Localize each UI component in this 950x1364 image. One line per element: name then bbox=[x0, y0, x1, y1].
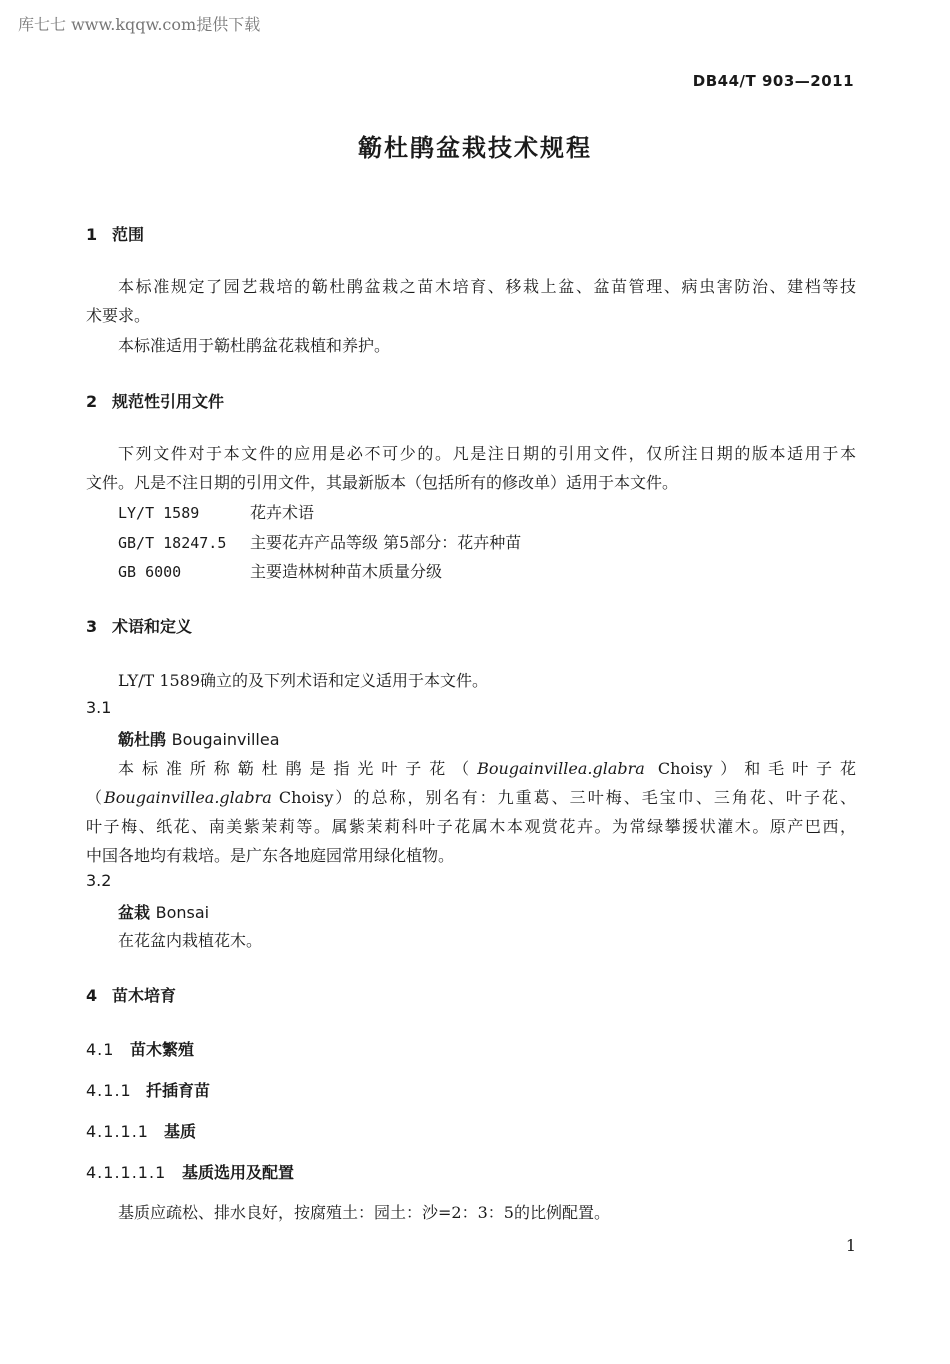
term-definition-line-2 bbox=[86, 783, 856, 812]
latin-name: Bougainvillea.glabra bbox=[477, 759, 645, 778]
section-number: 1 bbox=[86, 225, 98, 244]
reference-item bbox=[118, 530, 521, 553]
section-number: 3 bbox=[86, 617, 98, 636]
definition-text: Choisy）的总称，别名有：九重葛、三叶梅、毛宝巾、三角花、叶子花、 bbox=[271, 788, 856, 807]
section-number: 4 bbox=[86, 986, 98, 1005]
section-2-paragraph-line-1: 下列文件对于本文件的应用是必不可少的。凡是注日期的引用文件，仅所注日期的版本适用于本 bbox=[118, 444, 856, 463]
section-1-paragraph-line-2: 术要求。 bbox=[86, 306, 151, 325]
definition-text: 本标准所称簕杜鹃是指光叶子花（ bbox=[118, 759, 478, 778]
term-english: Bougainvillea bbox=[171, 730, 280, 749]
section-title: 苗木培育 bbox=[112, 986, 177, 1005]
reference-item bbox=[118, 500, 314, 523]
subsection-heading bbox=[86, 1119, 196, 1142]
reference-name: 主要花卉产品等级 第5部分：花卉种苗 bbox=[250, 533, 522, 552]
term-definition: 在花盆内栽植花木。 bbox=[118, 931, 263, 950]
definition-text: Choisy）和毛叶子花 bbox=[644, 759, 856, 778]
subsection-title: 基质 bbox=[164, 1122, 197, 1141]
subsection-title: 扦插育苗 bbox=[146, 1081, 211, 1100]
term-number: 3.2 bbox=[86, 871, 112, 890]
document-number: DB44/T 903—2011 bbox=[692, 72, 854, 90]
reference-item bbox=[118, 559, 442, 582]
definition-text: （ bbox=[86, 788, 105, 807]
subsection-number: 4.1.1.1 bbox=[86, 1122, 149, 1141]
section-4-heading bbox=[86, 983, 176, 1006]
reference-code: GB/T 18247.5 bbox=[118, 534, 227, 552]
section-4-body: 基质应疏松、排水良好，按腐殖土：园土：沙=2：3：5的比例配置。 bbox=[118, 1203, 610, 1222]
reference-name: 主要造林树种苗木质量分级 bbox=[250, 562, 443, 581]
term-number: 3.1 bbox=[86, 698, 112, 717]
term-definition-line-3: 叶子梅、纸花、南美紫茉莉等。属紫茉莉科叶子花属木本观赏花卉。为常绿攀援状灌木。原产巴西， bbox=[86, 817, 856, 836]
reference-code: GB 6000 bbox=[118, 563, 182, 581]
page-number: 1 bbox=[845, 1236, 856, 1255]
section-title: 规范性引用文件 bbox=[112, 392, 225, 411]
page-title: 簕杜鹃盆栽技术规程 bbox=[358, 134, 592, 162]
subsection-heading bbox=[86, 1037, 194, 1060]
subsection-number: 4.1 bbox=[86, 1040, 115, 1059]
watermark-text: 库七七 www.kqqw.com提供下载 bbox=[18, 15, 261, 34]
subsection-number: 4.1.1.1.1 bbox=[86, 1163, 167, 1182]
subsection-number: 4.1.1 bbox=[86, 1081, 132, 1100]
section-number: 2 bbox=[86, 392, 98, 411]
term-chinese: 簕杜鹃 bbox=[118, 730, 167, 749]
subsection-heading bbox=[86, 1078, 210, 1101]
term-english: Bonsai bbox=[155, 903, 210, 922]
section-1-paragraph-line-1: 本标准规定了园艺栽培的簕杜鹃盆栽之苗木培育、移栽上盆、盆苗管理、病虫害防治、建档等技 bbox=[118, 277, 856, 296]
term-chinese: 盆栽 bbox=[118, 903, 151, 922]
term-definition-line-1 bbox=[86, 754, 856, 783]
subsection-title: 基质选用及配置 bbox=[182, 1163, 295, 1182]
section-title: 范围 bbox=[112, 225, 145, 244]
section-3-intro: LY/T 1589确立的及下列术语和定义适用于本文件。 bbox=[118, 671, 489, 690]
section-1-paragraph-2: 本标准适用于簕杜鹃盆花栽植和养护。 bbox=[118, 336, 391, 355]
reference-name: 花卉术语 bbox=[250, 503, 315, 522]
section-2-heading bbox=[86, 389, 224, 412]
subsection-heading bbox=[86, 1160, 294, 1183]
section-title: 术语和定义 bbox=[112, 617, 193, 636]
latin-name: Bougainvillea.glabra bbox=[104, 788, 272, 807]
reference-code: LY/T 1589 bbox=[118, 504, 200, 522]
section-3-heading bbox=[86, 614, 192, 637]
term-heading bbox=[118, 727, 280, 750]
term-heading bbox=[118, 900, 209, 923]
section-1-heading bbox=[86, 222, 144, 245]
subsection-title: 苗木繁殖 bbox=[130, 1040, 195, 1059]
section-2-paragraph-line-2: 文件。凡是不注日期的引用文件，其最新版本（包括所有的修改单）适用于本文件。 bbox=[86, 473, 679, 492]
term-definition-line-4: 中国各地均有栽培。是广东各地庭园常用绿化植物。 bbox=[86, 846, 455, 865]
